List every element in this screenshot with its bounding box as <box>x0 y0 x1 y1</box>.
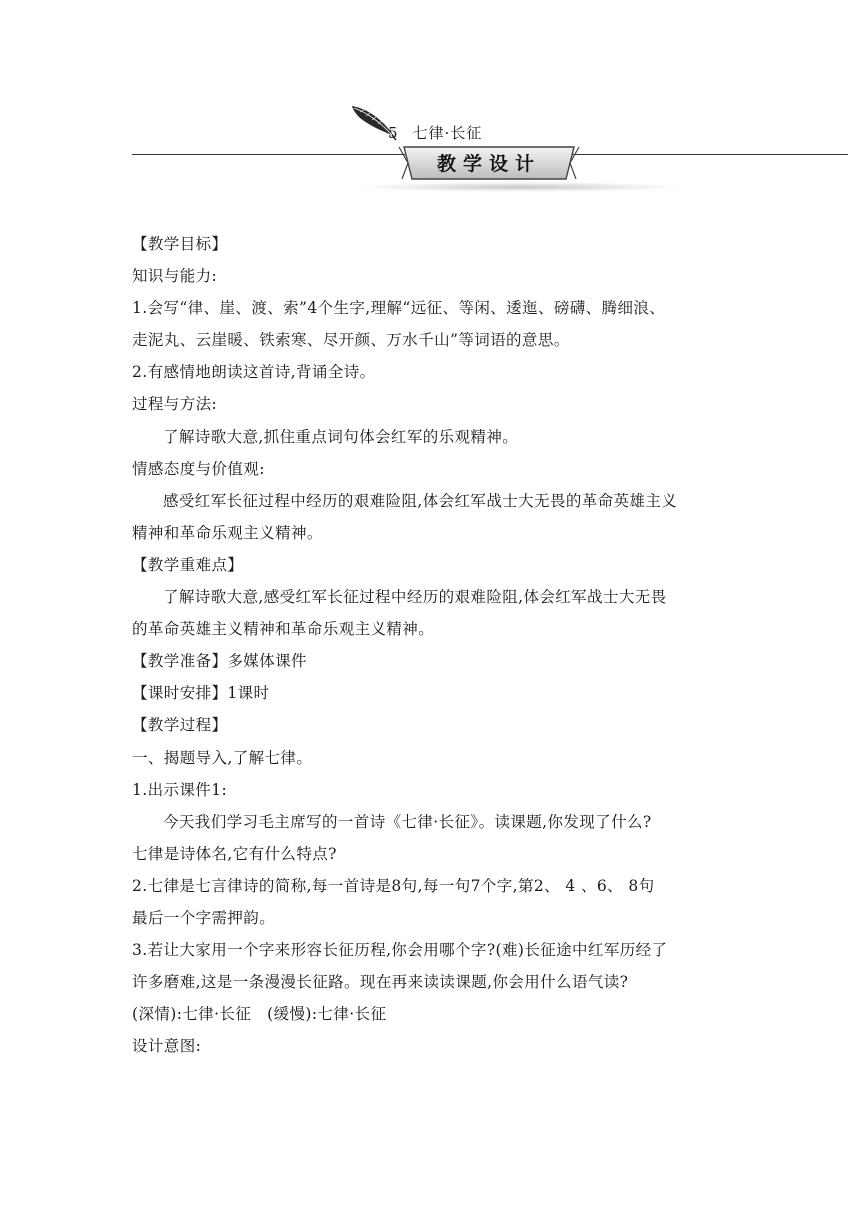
body-line: 走泥丸、云崖暖、铁索寒、尽开颜、万水千山”等词语的意思。 <box>132 331 570 350</box>
body-line: 的革命英雄主义精神和革命乐观主义精神。 <box>132 620 435 639</box>
body-line: 2.七律是七言律诗的简称,每一首诗是8句,每一句7个字,第2、 4 、6、 8句 <box>132 876 655 895</box>
subheading-emotion: 情感态度与价值观: <box>132 459 265 478</box>
body-line: (深情):七律·长征 (缓慢):七律·长征 <box>132 1005 387 1024</box>
body-line: 2.有感情地朗读这首诗,背诵全诗。 <box>132 363 376 382</box>
body-line: 感受红军长征过程中经历的艰难险阻,体会红军战士大无畏的革命英雄主义 <box>163 491 678 510</box>
body-line: 1.会写“律、崖、渡、索”4个生字,理解“远征、等闲、逶迤、磅礴、腾细浪、 <box>132 299 666 318</box>
banner-label: 教学设计 <box>436 153 541 175</box>
subheading-process: 过程与方法: <box>132 395 218 414</box>
body-line: 精神和革命乐观主义精神。 <box>132 523 323 542</box>
heading-teaching-goals: 【教学目标】 <box>132 235 228 253</box>
heading-preparation: 【教学准备】多媒体课件 <box>132 652 307 671</box>
heading-teaching-process: 【教学过程】 <box>132 716 228 735</box>
body-line: 七律是诗体名,它有什么特点? <box>132 844 337 863</box>
body-line: 今天我们学习毛主席写的一首诗《七律·长征》。读课题,你发现了什么? <box>163 812 652 831</box>
banner-shadow <box>360 182 680 192</box>
heading-schedule: 【课时安排】1课时 <box>132 684 270 703</box>
body-line: 3.若让大家用一个字来形容长征历程,你会用哪个字?(难)长征途中红军历经了 <box>132 941 668 960</box>
heading-key-points: 【教学重难点】 <box>132 555 244 574</box>
body-line: 许多磨难,这是一条漫漫长征路。现在再来读读课题,你会用什么语气读? <box>132 973 629 992</box>
section-banner <box>398 146 580 180</box>
heading-design-intent: 设计意图: <box>132 1037 202 1056</box>
body-line: 一、揭题导入,了解七律。 <box>132 748 313 767</box>
body-line: 最后一个字需押韵。 <box>132 908 276 927</box>
page-header <box>0 96 860 206</box>
subheading-knowledge: 知识与能力: <box>132 267 218 286</box>
body-line: 了解诗歌大意,感受红军长征过程中经历的艰难险阻,体会红军战士大无畏 <box>163 588 667 607</box>
lesson-title <box>388 122 482 143</box>
lesson-name: 七律·长征 <box>412 124 483 142</box>
document-body <box>132 228 732 1062</box>
lesson-number: 5 <box>388 124 399 142</box>
body-line: 1.出示课件1: <box>132 780 228 799</box>
body-line: 了解诗歌大意,抓住重点词句体会红军的乐观精神。 <box>163 427 519 446</box>
